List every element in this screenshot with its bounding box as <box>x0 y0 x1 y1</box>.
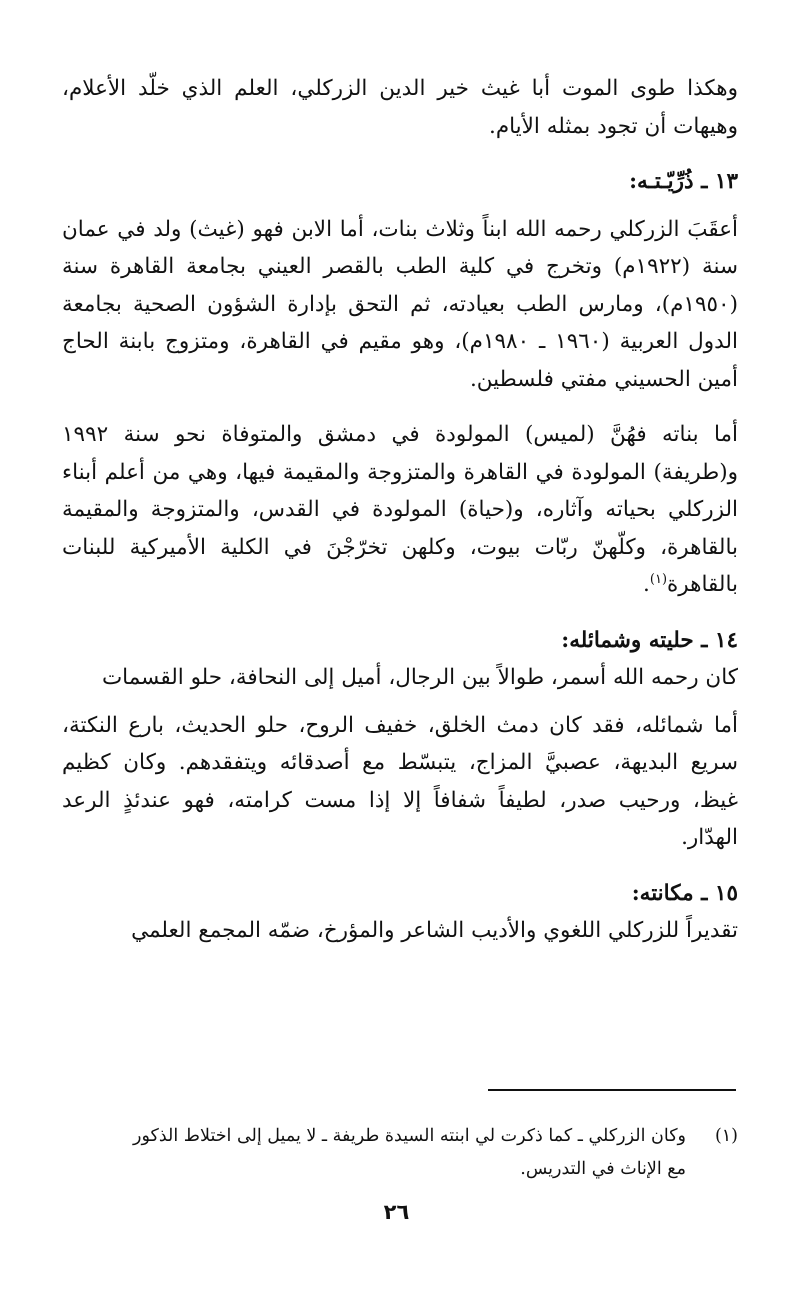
footnote-divider <box>488 1089 736 1091</box>
section-14-heading: ١٤ ـ حليته وشمائله: <box>561 627 738 653</box>
footnote-line-1 <box>62 1120 738 1153</box>
footnote-number: (١) <box>714 1126 738 1146</box>
footnote <box>62 1120 738 1186</box>
footnote-reference: (١) <box>649 571 668 587</box>
section-15-paragraph-1: تقديراً للزركلي اللغوي والأديب الشاعر والمؤرخ، ضمّه المجمع العلمي <box>131 918 738 943</box>
page-number: ٢٦ <box>383 1200 410 1224</box>
page-body <box>62 70 738 950</box>
section-14-paragraph-1: كان رحمه الله أسمر، طوالاً بين الرجال، أميل إلى النحافة، حلو القسمات <box>101 665 738 690</box>
section-13-paragraph-1: أعقَبَ الزركلي رحمه الله ابناً وثلاث بنات، أما الابن فهو (غيث) ولد في عمان سنة (١٩٢٢م) وتخرج في كلية الطب بالقصر العيني بجامعة القاهرة سنة (١٩٥٠م)، ومارس الطب بعيادته، ثم التحق بإدارة الشؤون الصحية بجامعة الدول العربية (١٩٦٠ ـ ١٩٨٠م)، وهو مقيم في القاهرة، ومتزوج بابنة الحاج أمين الحسيني مفتي فلسطين. <box>62 216 738 392</box>
section-13-paragraph-2-end: . <box>643 572 650 597</box>
section-13-heading: ١٣ ـ ذُرِّيّـتـه: <box>629 169 738 194</box>
section-13-paragraph-2 <box>62 416 738 604</box>
intro-paragraph: وهكذا طوى الموت أبا غيث خير الدين الزركلي، العلم الذي خلّد الأعلام، وهيهات أن تجود بمثله الأيام. <box>62 76 738 139</box>
section-14-paragraph-2: أما شمائله، فقد كان دمث الخلق، خفيف الروح، حلو الحديث، بارع النكتة، سريع البديهة، عصبيَّ المزاج، يتبسّط مع أصدقائه ويتفقدهم. وكان كظيم غيظ، ورحيب صدر، لطيفاً شفافاً إلا إذا مست كرامته، فهو عندئذٍ الرعد الهدّار. <box>62 712 738 850</box>
footnote-text-2: مع الإناث في التدريس. <box>520 1159 686 1179</box>
section-13-paragraph-2-text: أما بناته فهُنَّ (لميس) المولودة في دمشق والمتوفاة نحو سنة ١٩٩٢ و(طريفة) المولودة في القاهرة والمتزوجة والمقيمة فيها، وهي من أعلم أبناء الزركلي بحياته وآثاره، و(حياة) المولودة في القدس، والمتزوجة والمقيمة بالقاهرة، وكلّهنّ ربّات بيوت، وكلهن تخرّجْنَ في الكلية الأميركية للبنات بالقاهرة <box>62 422 738 597</box>
footnote-text-1: وكان الزركلي ـ كما ذكرت لي ابنته السيدة طريفة ـ لا يميل إلى اختلاط الذكور <box>133 1126 686 1146</box>
section-15-heading: ١٥ ـ مكانته: <box>631 880 738 906</box>
